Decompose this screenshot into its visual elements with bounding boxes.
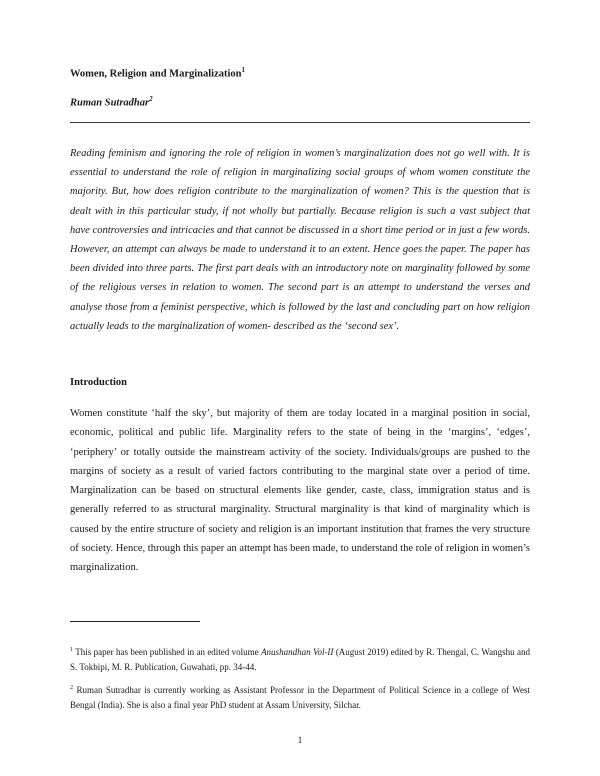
header-divider [70,122,530,123]
title-footnote-mark[interactable]: 1 [241,66,246,74]
footnote-divider [70,621,200,622]
paper-title-text: Women, Religion and Marginalization [70,68,242,80]
footnote-1-text-after: (August 2019) edited by R. Thengal, C. Wangshu and S. Tokbipi, M. R. Publication, Guwahati, pp. 34-44. [70,647,530,672]
footnote-2-text: Ruman Sutradhar is currently working as Assistant Professor in the Department of Political Science in a college of West Bengal (India). She is also a final year PhD student at Assam University, Silchar. [70,685,530,710]
footnote-2 [70,681,530,713]
author-footnote-mark[interactable]: 2 [149,95,153,103]
section-heading-introduction: Introduction [70,377,127,388]
author-name [70,95,153,109]
footnote-1-text-before: This paper has been published in an edited volume [73,647,262,657]
footnote-1-volume-title: Anushandhan Vol-II [261,647,334,657]
abstract-paragraph: Reading feminism and ignoring the role of religion in women’s marginalization does not go well with. It is essential to understand the role of religion in marginalizing social groups of whom women constitute the majority. But, how does religion contribute to the marginalization of women? This is the question that is dealt with in this particular study, if not wholly but partially. Because religion is such a vast subject that have controversies and intricacies and that cannot be discussed in a short time period or in just a few words. However, an attempt can always be made to understand it to an extent. Hence goes the paper. The paper has been divided into three parts. The first part deals with an introductory note on marginality followed by some of the religious verses in relation to women. The second part is an attempt to understand the verses and analyse those from a feminist perspective, which is followed by the last and concluding part on how religion actually leads to the marginalization of women- described as the ‘second sex’. [70,148,530,332]
paper-title [70,66,245,80]
page-number: 1 [297,736,303,746]
author-name-text: Ruman Sutradhar [70,97,150,109]
footnote-1 [70,643,530,675]
footnote-2-mark: 2 [70,685,73,691]
introduction-paragraph: Women constitute ‘half the sky’, but majority of them are today located in a marginal position in social, economic, political and public life. Marginality refers to the state of being in the ‘margins’, ‘edges’, ‘periphery’ or totally outside the mainstream activity of the society. Individuals/groups are pushed to the margins of society as a result of varied factors contributing to the marginal state over a period of time. Marginalization can be based on structural elements like gender, caste, class, immigration status and is generally referred to as structural marginality. Structural marginality is that kind of marginality which is caused by the entire structure of society and religion is an important institution that frames the very structure of society. Hence, through this paper an attempt has been made, to understand the role of religion in women’s marginalization. [70,408,530,574]
footnote-1-mark: 1 [70,647,73,653]
